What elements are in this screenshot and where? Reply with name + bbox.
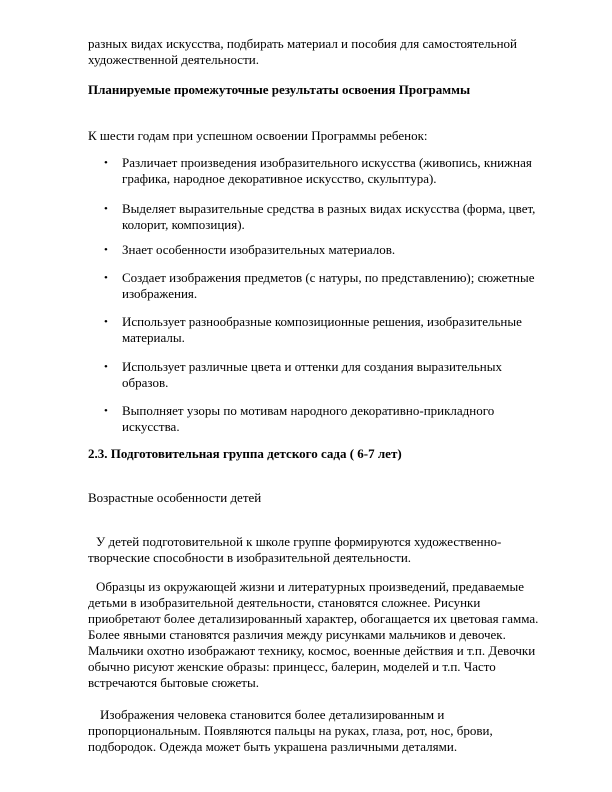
bullet-3-line-1: Знает особенности изобразительных материалов. — [122, 242, 396, 257]
results-lead: К шести годам при успешном освоении Программы ребенок: — [88, 128, 428, 143]
bullet-4-line-1: Создает изображения предметов (с натуры, по представлению); сюжетные — [122, 270, 535, 285]
bullet-1-line-1: Различает произведения изобразительного искусства (живопись, книжная — [122, 155, 532, 170]
bullet-4-line-2: изображения. — [122, 286, 198, 301]
bullet-marker: • — [104, 244, 108, 256]
para2-line-7: встречаются бытовые сюжеты. — [88, 675, 259, 690]
results-heading: Планируемые промежуточные результаты освоения Программы — [88, 82, 471, 97]
bullet-marker: • — [104, 316, 108, 328]
intro-line-1: разных видах искусства, подбирать материал и пособия для самостоятельной — [88, 36, 517, 51]
para2-line-3: приобретают более детализированный характер, обогащается их цветовая гамма. — [88, 611, 539, 626]
bullet-marker: • — [104, 405, 108, 417]
para2-line-6: обычно рисуют женские образы: принцесс, балерин, моделей и т.п. Часто — [88, 659, 496, 674]
para1-line-2: творческие способности в изобразительной деятельности. — [88, 550, 412, 565]
para1-line-1: У детей подготовительной к школе группе формируются художественно- — [96, 534, 502, 549]
para2-line-2: детьми в изобразительной деятельности, становятся сложнее. Рисунки — [88, 595, 481, 610]
bullet-marker: • — [104, 361, 108, 373]
para2-line-1: Образцы из окружающей жизни и литературных произведений, предаваемые — [96, 579, 524, 594]
bullet-marker: • — [104, 272, 108, 284]
para3-line-2: пропорциональным. Появляются пальцы на руках, глаза, рот, нос, брови, — [88, 723, 493, 738]
bullet-6-line-1: Использует различные цвета и оттенки для создания выразительных — [122, 359, 502, 374]
section-heading: 2.3. Подготовительная группа детского сада ( 6-7 лет) — [88, 446, 402, 461]
bullet-marker: • — [104, 157, 108, 169]
bullet-5-line-2: материалы. — [122, 330, 185, 345]
bullet-1-line-2: графика, народное декоративное искусство, скульптура). — [122, 171, 437, 186]
para3-line-3: подбородок. Одежда может быть украшена различными деталями. — [88, 739, 458, 754]
para2-line-4: Более явными становятся различия между рисунками мальчиков и девочек. — [88, 627, 506, 642]
bullet-2-line-2: колорит, композиция). — [122, 217, 245, 232]
bullet-7-line-1: Выполняет узоры по мотивам народного декоративно-прикладного — [122, 403, 495, 418]
bullet-5-line-1: Использует разнообразные композиционные решения, изобразительные — [122, 314, 522, 329]
intro-line-2: художественной деятельности. — [88, 52, 259, 67]
age-features-subheading: Возрастные особенности детей — [88, 490, 262, 505]
bullet-7-line-2: искусства. — [122, 419, 180, 434]
para3-line-1: Изображения человека становится более детализированным и — [100, 707, 445, 722]
bullet-2-line-1: Выделяет выразительные средства в разных видах искусства (форма, цвет, — [122, 201, 536, 216]
bullet-6-line-2: образов. — [122, 375, 169, 390]
bullet-marker: • — [104, 203, 108, 215]
para2-line-5: Мальчики охотно изображают технику, космос, военные действия и т.п. Девочки — [88, 643, 536, 658]
